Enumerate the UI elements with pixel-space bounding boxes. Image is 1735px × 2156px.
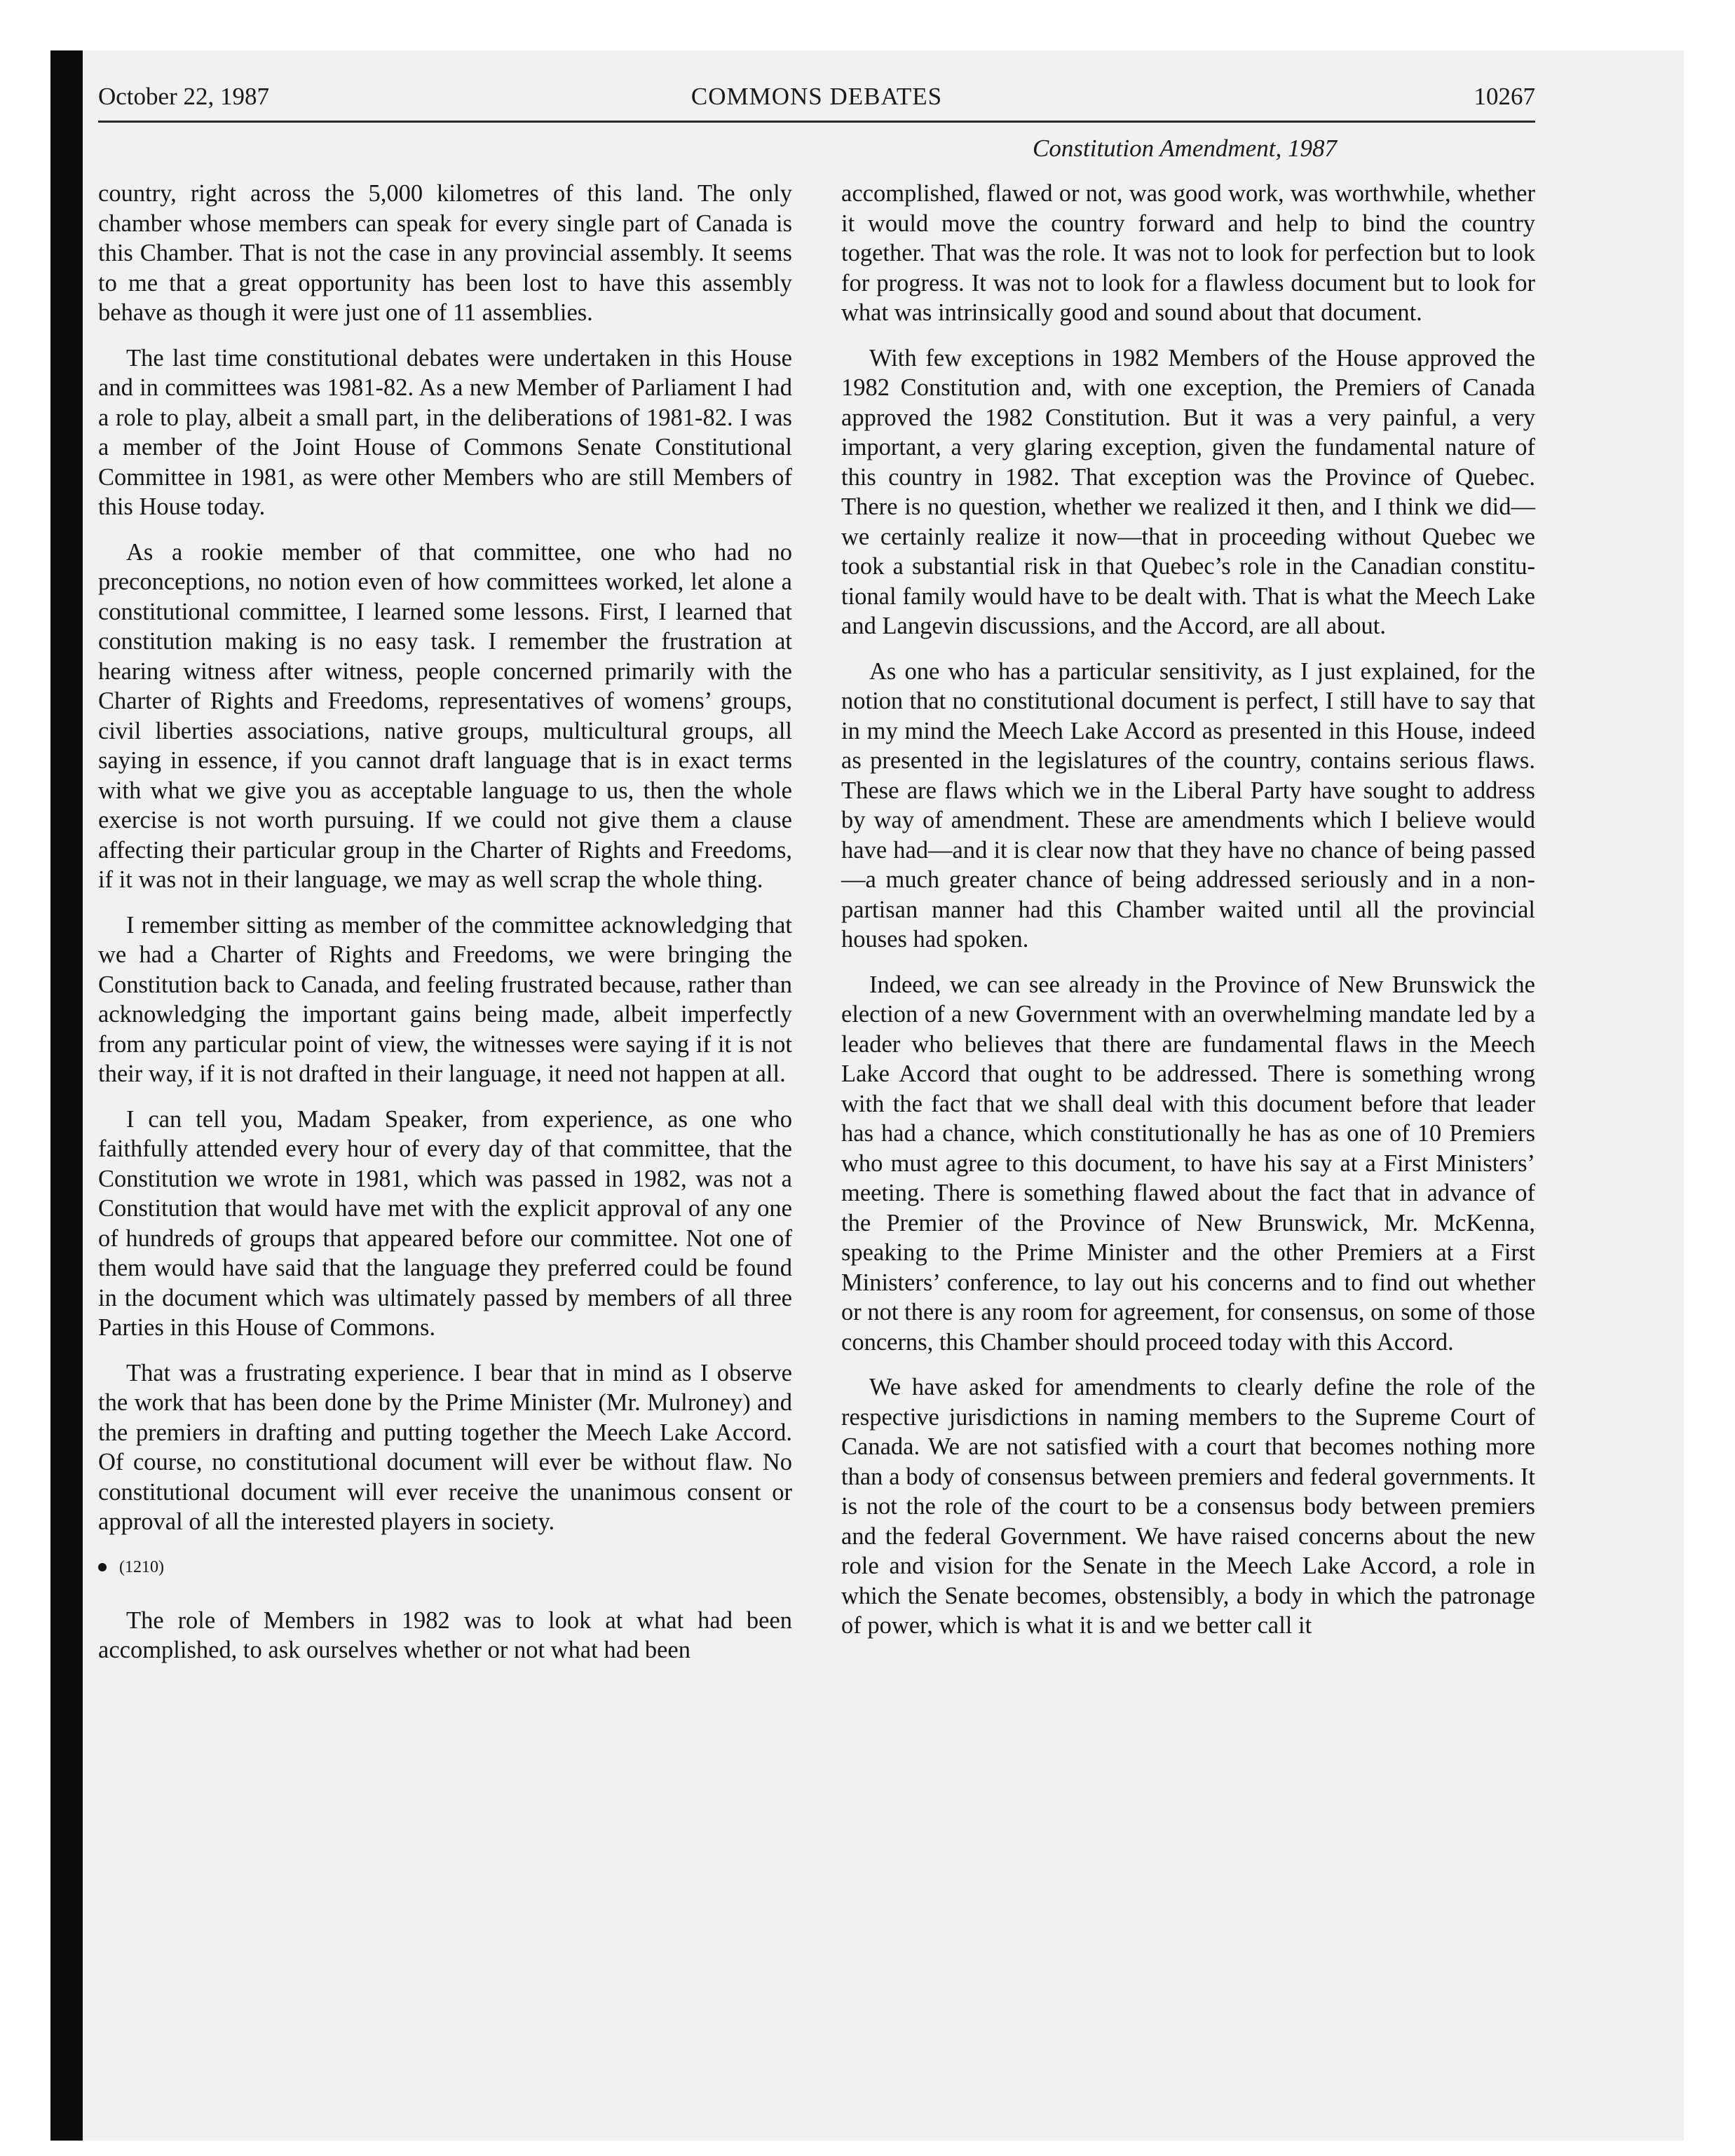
paragraph: As one who has a particular sensitivity, as I just explained, for the notion that no constitutional document is perfect, I still have to say that in my mind the Meech Lake Accord as presented in this House, indeed as presented in the legislatures of the country, contains serious flaws. These are flaws which we in the Liberal Party have sought to address by way of amendment. These are amendments which I believe would have had—and it is clear now that they have no chance of being passed—a much greater chance of being addressed seriously and in a non-partisan manner had this Chamber waited until all the provincial houses had spoken. xyxy=(841,657,1535,953)
paragraph: As a rookie member of that committee, one who had no preconceptions, no notion even of how committees worked, let alone a constitutional committee, I learned some lessons. First, I learned that constitution making is no easy task. I remember the frustration at hearing witness after witness, people concerned primarily with the Charter of Rights and Freedoms, representatives of womens’ groups, civil liberties associations, native groups, multicultural groups, all saying in essence, if you cannot draft language that is in exact terms with what we give you as acceptable language to us, then the whole exercise is not worth pursuing. If we could not give them a clause affecting their particular group in the Charter of Rights and Freedoms, if it was not in their language, we may as well scrap the whole thing. xyxy=(98,538,792,893)
header-page-number: 10267 xyxy=(1474,83,1535,110)
paragraph: country, right across the 5,000 kilometres of this land. The only chamber whose members can speak for every single part of Canada is this Chamber. That is not the case in any provincial assembly. It seems to me that a great opportunity has been lost to have this assembly behave as though it were just one of 11 assemblies. xyxy=(98,180,792,326)
left-column xyxy=(98,179,792,1681)
section-title: Constitution Amendment, 1987 xyxy=(1033,135,1337,162)
bullet-icon xyxy=(98,1563,107,1571)
time-marker xyxy=(98,1557,792,1578)
paragraph: accomplished, flawed or not, was good work, was worthwhile, whether it would move the country forward and help to bind the country together. That was the role. It was not to look for perfection but to look for progress. It was not to look for a flawless document but to look for what was intrinsically good and sound about that document. xyxy=(841,180,1535,326)
paragraph: The role of Members in 1982 was to look at what had been accomplished, to ask ourselves whether or not what had been xyxy=(98,1606,792,1663)
header-title: COMMONS DEBATES xyxy=(690,83,943,110)
time-marker-text: (1210) xyxy=(119,1557,164,1576)
header-rule xyxy=(98,121,1535,123)
header-date: October 22, 1987 xyxy=(98,83,269,110)
right-column xyxy=(841,179,1535,1656)
paragraph: I can tell you, Madam Speaker, from experience, as one who faithfully attended every hour of every day of that committee, that the Constitution we wrote in 1981, which was passed in 1982, was not a Constitution that would have met with the explicit approval of any one of hundreds of groups that appeared before our committee. Not one of them would have said that the language they preferred could be found in the document which was ultimately passed by members of all three Parties in this House of Commons. xyxy=(98,1105,792,1341)
paragraph: I remember sitting as member of the committee acknowledging that we had a Charter of Rights and Freedoms, we were bringing the Constitution back to Canada, and feeling frustrated because, rather than acknowledging the important gains being made, albeit imperfectly from any particular point of view, the witnesses were saying if it is not their way, if it is not drafted in their language, it need not happen at all. xyxy=(98,911,792,1087)
paragraph: We have asked for amendments to clearly define the role of the respective jurisdictions in naming members to the Supreme Court of Canada. We are not satisfied with a court that becomes nothing more than a body of consensus between premiers and federal governments. It is not the role of the court to be a consensus body between premiers and the federal Government. We have raised concerns about the new role and vision for the Senate in the Meech Lake Accord, a role in which the Senate becomes, obstensibly, a body in which the patronage of power, which is what it is and we better call it xyxy=(841,1374,1535,1639)
binding-shadow xyxy=(50,50,83,2141)
paragraph: Indeed, we can see already in the Province of New Brunswick the election of a new Government with an overwhelming mandate led by a leader who believes that there are fundamental flaws in the Meech Lake Accord that ought to be addressed. There is something wrong with the fact that we shall deal with this document before that leader has had a chance, which constitutionally he has as one of 10 Premiers who must agree to this document, to have his say at a First Ministers’ meeting. There is something flawed about the fact that in advance of the Premier of the Province of New Brunswick, Mr. McKenna, speaking to the Prime Minister and the other Premiers at a First Ministers’ conference, to lay out his concerns and to find out whether or not there is any room for agreement, for consensus, on some of those concerns, this Chamber should proceed today with this Accord. xyxy=(841,971,1535,1356)
paragraph: With few exceptions in 1982 Members of the House approved the 1982 Constitution and, with one exception, the Premiers of Canada approved the 1982 Constitution. But it was a very painful, a very important, a very glaring exception, given the fundamental nature of this country in 1982. That exception was the Province of Quebec. There is no question, whether we realized it then, and I think we did—we certainly realize it now—that in proceeding without Quebec we took a substantial risk in that Quebec’s role in the Canadian constitutional family would have to be dealt with. That is what the Meech Lake and Langevin discussions, and the Accord, are all about. xyxy=(841,344,1535,639)
paragraph: That was a frustrating experience. I bear that in mind as I observe the work that has been done by the Prime Minister (Mr. Mulroney) and the premiers in drafting and putting together the Meech Lake Accord. Of course, no constitutional document will ever be without flaw. No constitutional document will ever receive the unanimous consent or approval of all the interested players in society. xyxy=(98,1359,792,1535)
running-header xyxy=(98,83,1535,125)
paragraph: The last time constitutional debates were undertaken in this House and in committees was 1981-82. As a new Member of Parliament I had a role to play, albeit a small part, in the deliberations of 1981-82. I was a member of the Joint House of Commons Senate Constitutional Committee in 1981, as were other Members who are still Members of this House today. xyxy=(98,344,792,520)
